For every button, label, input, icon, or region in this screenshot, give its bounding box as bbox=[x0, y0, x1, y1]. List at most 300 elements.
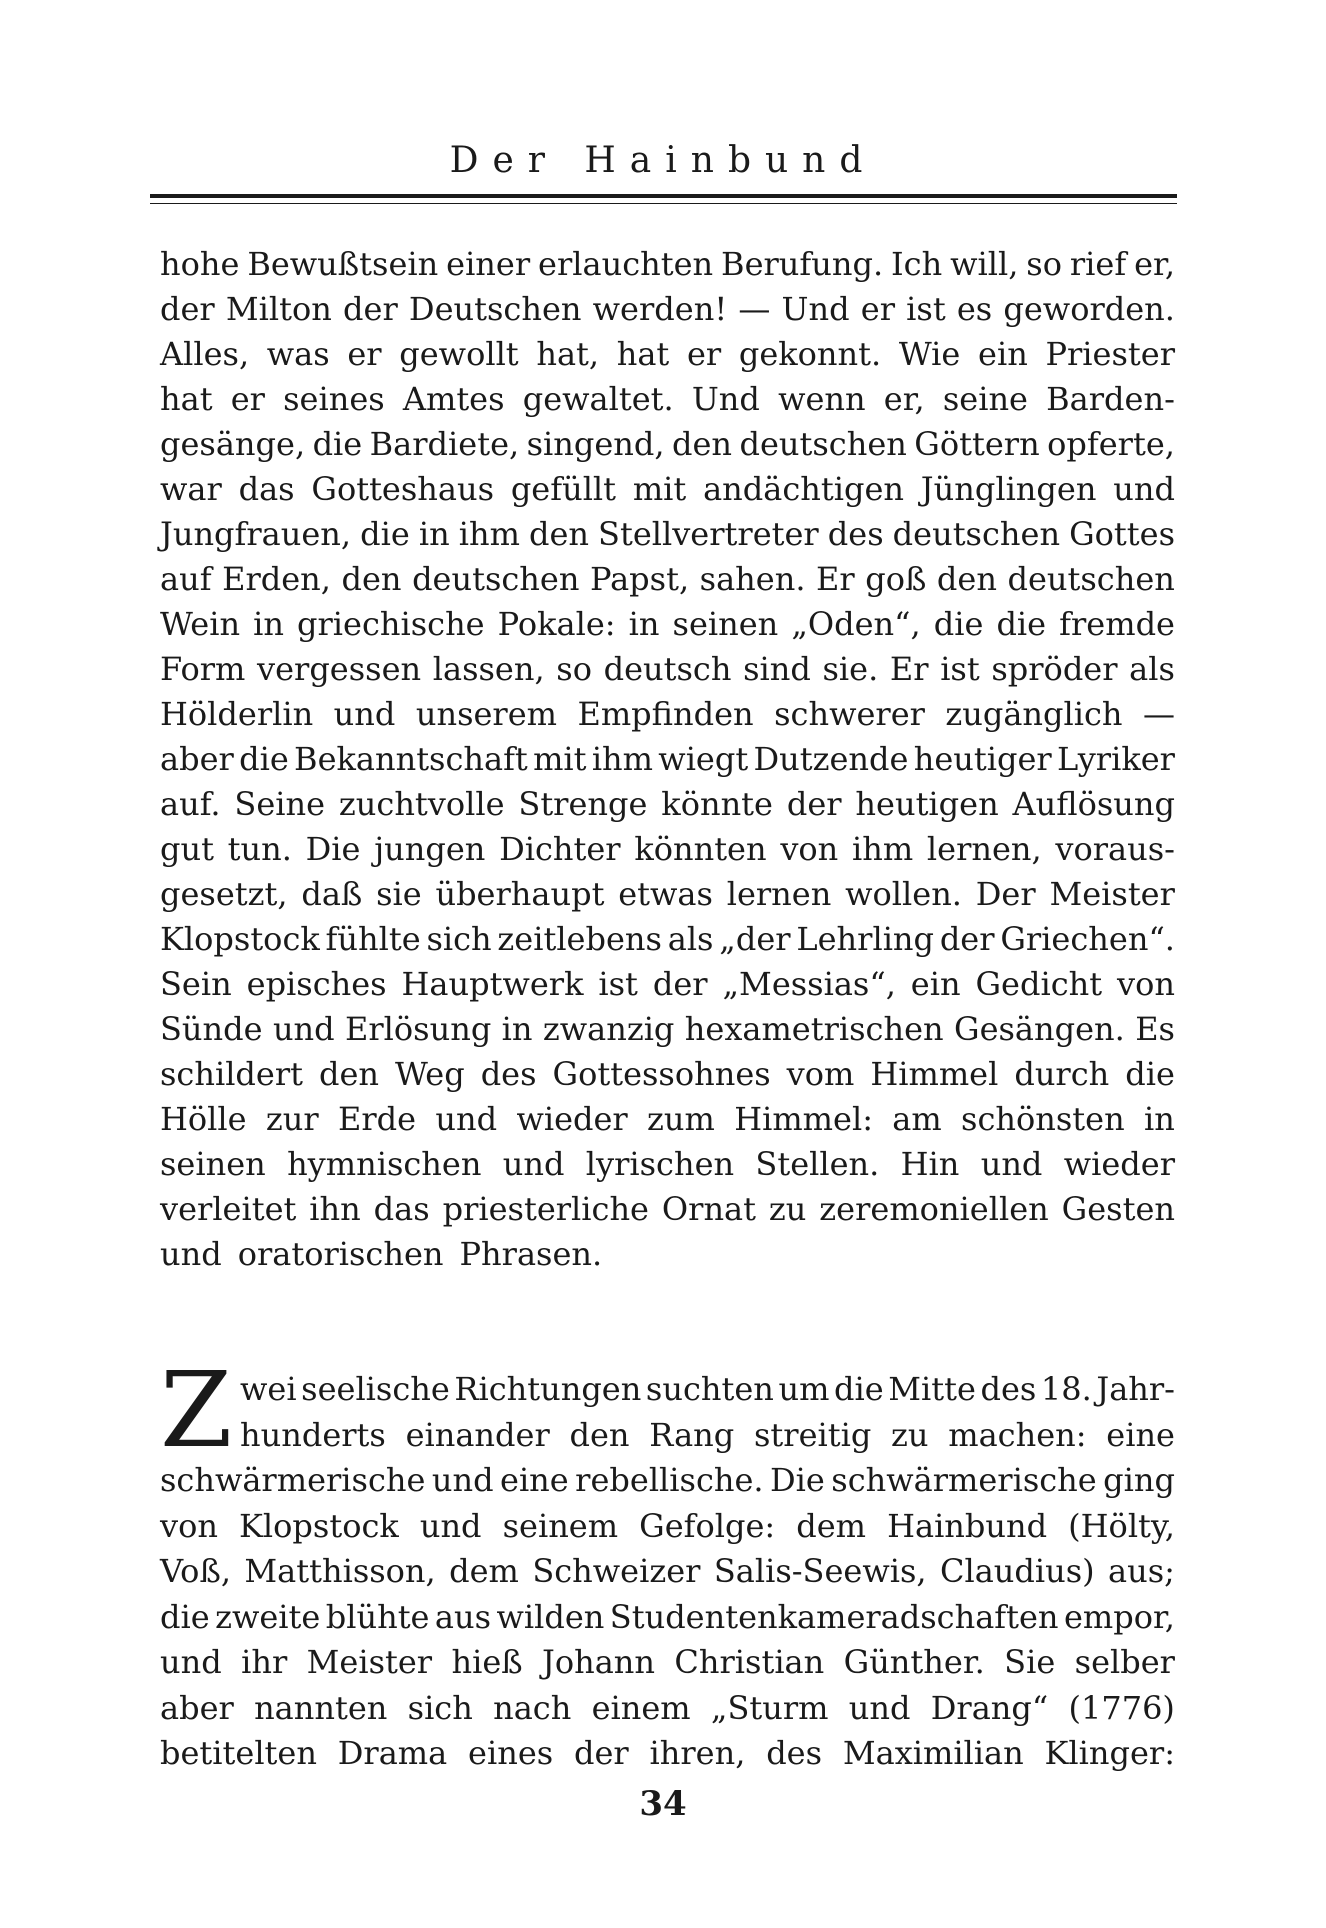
word: Bewußtsein bbox=[247, 245, 439, 283]
word: deutschen bbox=[1007, 560, 1175, 598]
text-line bbox=[160, 242, 1175, 287]
word: seine bbox=[942, 380, 1028, 418]
text-line bbox=[160, 287, 1175, 332]
word: schildert bbox=[160, 1055, 303, 1093]
word: fremde bbox=[1059, 605, 1175, 643]
word: der bbox=[160, 290, 215, 328]
word: von bbox=[1117, 965, 1175, 1003]
text-line bbox=[160, 422, 1175, 467]
word: lyrischen bbox=[585, 1145, 735, 1183]
word: aus; bbox=[1108, 1552, 1175, 1590]
word: seinem bbox=[502, 1506, 619, 1545]
word: gekonnt. bbox=[738, 335, 882, 373]
word: seinen bbox=[160, 1145, 266, 1183]
word: durch bbox=[1014, 1055, 1110, 1093]
word: des bbox=[766, 1734, 823, 1772]
word: die bbox=[312, 425, 363, 463]
word: des bbox=[480, 1055, 537, 1093]
header-rule-thin bbox=[150, 203, 1177, 204]
word: — bbox=[738, 290, 771, 328]
word: Und bbox=[691, 380, 760, 418]
text-line bbox=[160, 1142, 1175, 1187]
word: ein bbox=[910, 965, 961, 1003]
text-line bbox=[160, 1367, 1175, 1413]
word: heutiger bbox=[913, 740, 1052, 778]
word: zugänglich bbox=[945, 695, 1123, 733]
paragraph-1 bbox=[160, 242, 1175, 1277]
word: zeitlebens bbox=[497, 920, 662, 958]
word: gewaltet. bbox=[522, 380, 674, 418]
word: aus bbox=[434, 1597, 492, 1636]
word: Erde bbox=[338, 1100, 417, 1138]
word: zu bbox=[891, 1415, 929, 1454]
word: sind bbox=[743, 650, 811, 688]
word: Meister bbox=[306, 1643, 433, 1681]
word: zuchtvolle bbox=[338, 785, 505, 823]
word: Ornat bbox=[661, 1190, 756, 1228]
word: Claudius) bbox=[939, 1552, 1095, 1590]
word: er bbox=[860, 290, 895, 328]
word: des bbox=[980, 1370, 1037, 1408]
word: seines bbox=[283, 380, 385, 418]
word: lassen, bbox=[432, 650, 545, 688]
word: hexametrischen bbox=[684, 1010, 944, 1048]
word: verleitet bbox=[160, 1190, 297, 1228]
word: sahen. bbox=[699, 560, 806, 598]
word: blühte bbox=[325, 1597, 430, 1636]
word: gesetzt, bbox=[160, 875, 288, 913]
word: erlauchten bbox=[538, 245, 714, 283]
word: — bbox=[1142, 695, 1175, 733]
word: Voß, bbox=[160, 1552, 231, 1590]
word: Johann bbox=[542, 1643, 656, 1681]
text-line bbox=[160, 782, 1175, 827]
word: die bbox=[360, 515, 410, 553]
word: zeremoniellen bbox=[819, 1190, 1049, 1228]
word: zum bbox=[647, 1100, 715, 1138]
word: daß bbox=[301, 875, 363, 913]
word: den bbox=[569, 1415, 630, 1454]
word: schwärmerische bbox=[160, 1461, 426, 1499]
word: deutschen bbox=[739, 425, 907, 463]
word: Milton bbox=[225, 290, 332, 328]
word: Drang“ bbox=[930, 1688, 1049, 1727]
word: Sünde bbox=[160, 1010, 263, 1048]
word: oratorischen bbox=[237, 1235, 444, 1273]
word: wollen. bbox=[845, 875, 962, 913]
word: Richtungen bbox=[454, 1370, 642, 1408]
word: Klopstock bbox=[239, 1506, 399, 1545]
word: zwanzig bbox=[542, 1010, 675, 1048]
word: Erlösung bbox=[345, 1010, 492, 1048]
word: zu bbox=[768, 1190, 807, 1228]
word: Auflösung bbox=[1012, 785, 1175, 823]
word: nannten bbox=[254, 1688, 388, 1727]
word: des bbox=[827, 515, 884, 553]
word: dem bbox=[449, 1552, 519, 1590]
word: ihm bbox=[851, 830, 914, 868]
word: war bbox=[160, 470, 222, 508]
word: als bbox=[1129, 650, 1175, 688]
word: Phrasen. bbox=[459, 1235, 603, 1273]
word: das bbox=[373, 1190, 430, 1228]
word: den bbox=[318, 1055, 380, 1093]
word: ihren, bbox=[649, 1734, 746, 1772]
word: wenn bbox=[778, 380, 866, 418]
word: hohe bbox=[160, 245, 240, 283]
word: gefüllt bbox=[510, 470, 617, 508]
word: Hainbund bbox=[887, 1506, 1048, 1545]
word: und bbox=[160, 1643, 222, 1681]
word: Klopstock bbox=[160, 920, 320, 958]
word: streitig bbox=[753, 1415, 872, 1454]
word: Form bbox=[160, 650, 246, 688]
word: Gesten bbox=[1061, 1190, 1175, 1228]
word: das bbox=[238, 470, 295, 508]
text-line bbox=[160, 737, 1175, 782]
word: ist bbox=[940, 650, 980, 688]
word: Er bbox=[889, 650, 929, 688]
word: eines bbox=[468, 1734, 554, 1772]
word: Weg bbox=[395, 1055, 465, 1093]
word: so bbox=[556, 650, 592, 688]
word: könnten bbox=[634, 830, 767, 868]
word: episches bbox=[246, 965, 387, 1003]
word: Günther. bbox=[843, 1643, 985, 1681]
word: in bbox=[418, 515, 450, 553]
word: Drama bbox=[337, 1734, 448, 1772]
word: Hölderlin bbox=[160, 695, 314, 733]
word: er, bbox=[1134, 245, 1175, 283]
word: wiegt bbox=[658, 740, 749, 778]
text-line bbox=[160, 917, 1175, 962]
word: in bbox=[253, 605, 284, 643]
word: Sie bbox=[1004, 1643, 1056, 1681]
word: deutsch bbox=[603, 650, 732, 688]
word: den bbox=[936, 560, 997, 598]
word: Erden, bbox=[222, 560, 331, 598]
word: Gottes bbox=[1069, 515, 1175, 553]
word: der bbox=[939, 920, 995, 958]
text-line bbox=[160, 872, 1175, 917]
word: er bbox=[230, 380, 265, 418]
word: Seine bbox=[234, 785, 326, 823]
text-line bbox=[160, 962, 1175, 1007]
word: hat bbox=[160, 380, 213, 418]
word: Und bbox=[781, 290, 850, 328]
word: machen: bbox=[948, 1415, 1087, 1454]
word: Der bbox=[975, 875, 1036, 913]
word: den bbox=[672, 425, 733, 463]
text-line bbox=[160, 377, 1175, 422]
word: spröder bbox=[991, 650, 1118, 688]
text-line bbox=[160, 1640, 1175, 1686]
text-line bbox=[160, 1413, 1175, 1459]
word: und bbox=[272, 1010, 335, 1048]
text-line bbox=[160, 332, 1175, 377]
word: hat, bbox=[536, 335, 600, 373]
text-line bbox=[160, 692, 1175, 737]
word: und bbox=[435, 1100, 498, 1138]
word: Sein bbox=[160, 965, 232, 1003]
text-line bbox=[160, 512, 1175, 557]
word: ein bbox=[978, 335, 1028, 373]
word: und bbox=[980, 1145, 1043, 1183]
word: die bbox=[239, 740, 289, 778]
word: Mitte bbox=[888, 1370, 976, 1408]
word: eine bbox=[500, 1461, 569, 1499]
word: nach bbox=[493, 1688, 572, 1727]
word: Die bbox=[770, 1461, 825, 1499]
word: in bbox=[501, 1010, 533, 1048]
word: Barden- bbox=[1046, 380, 1175, 418]
word: vergessen bbox=[257, 650, 422, 688]
text-line bbox=[160, 1458, 1175, 1504]
word: will, bbox=[950, 245, 1019, 283]
word: Lehrling bbox=[796, 920, 935, 958]
word: Es bbox=[1135, 1010, 1175, 1048]
text-line bbox=[160, 647, 1175, 692]
word: in bbox=[628, 605, 660, 643]
word: jungen bbox=[374, 830, 486, 868]
word: Er bbox=[816, 560, 855, 598]
word: heutigen bbox=[855, 785, 999, 823]
word: geworden. bbox=[1003, 290, 1175, 328]
text-line bbox=[160, 602, 1175, 647]
word: Gesängen. bbox=[954, 1010, 1125, 1048]
word: sie bbox=[376, 875, 422, 913]
word: um bbox=[778, 1370, 830, 1408]
word: Dichter bbox=[499, 830, 621, 868]
word: zur bbox=[265, 1100, 319, 1138]
word: betitelten bbox=[160, 1734, 317, 1772]
text-line bbox=[160, 1052, 1175, 1097]
word: vom bbox=[786, 1055, 855, 1093]
word: hymnischen bbox=[287, 1145, 482, 1183]
word: wei bbox=[240, 1370, 297, 1408]
text-line bbox=[160, 1595, 1175, 1641]
word: Gefolge: bbox=[639, 1506, 776, 1545]
word: Bekanntschaft bbox=[294, 740, 528, 778]
text-line bbox=[160, 1097, 1175, 1142]
word: einander bbox=[405, 1415, 550, 1454]
word: Alles, bbox=[160, 335, 250, 373]
word: (Hölty, bbox=[1068, 1506, 1175, 1545]
word: er bbox=[347, 335, 382, 373]
word: Gedicht bbox=[975, 965, 1103, 1003]
word: werden! bbox=[592, 290, 728, 328]
word: die bbox=[160, 1597, 210, 1636]
text-line bbox=[160, 1007, 1175, 1052]
word: den bbox=[528, 515, 589, 553]
word: Salis-Seewis, bbox=[713, 1552, 927, 1590]
text-line bbox=[160, 1504, 1175, 1550]
word: singend, bbox=[526, 425, 665, 463]
word: etwas bbox=[618, 875, 713, 913]
word: der bbox=[786, 785, 842, 823]
word: von bbox=[160, 1506, 218, 1545]
word: so bbox=[1026, 245, 1062, 283]
word: ist bbox=[598, 965, 638, 1003]
word: seelische bbox=[301, 1370, 450, 1408]
word: Christian bbox=[674, 1643, 825, 1681]
word: priesterliche bbox=[442, 1190, 649, 1228]
word: Wie bbox=[898, 335, 961, 373]
word: ging bbox=[1103, 1461, 1175, 1499]
word: und bbox=[333, 695, 396, 733]
word: die bbox=[1125, 1055, 1175, 1093]
word: und bbox=[1113, 470, 1175, 508]
word: sich bbox=[407, 1688, 473, 1727]
word: und bbox=[848, 1688, 911, 1727]
word: die bbox=[834, 1370, 884, 1408]
word: Amtes bbox=[402, 380, 505, 418]
word: rebellische. bbox=[575, 1461, 764, 1499]
word: ihr bbox=[241, 1643, 288, 1681]
word: die bbox=[996, 605, 1047, 643]
word: Empfinden bbox=[577, 695, 754, 733]
word: mit bbox=[533, 740, 587, 778]
word: gesänge, bbox=[160, 425, 306, 463]
word: einer bbox=[446, 245, 531, 283]
word: Himmel bbox=[870, 1055, 999, 1093]
word: den bbox=[341, 560, 402, 598]
word: Gottessohnes bbox=[552, 1055, 771, 1093]
word: sich bbox=[426, 920, 492, 958]
word: Ich bbox=[891, 245, 943, 283]
word: Schweizer bbox=[532, 1552, 701, 1590]
word: „Sturm bbox=[710, 1688, 829, 1727]
word: schwerer bbox=[774, 695, 925, 733]
text-line bbox=[160, 1731, 1175, 1777]
paragraph-2 bbox=[160, 1367, 1175, 1777]
word: rief bbox=[1069, 245, 1127, 283]
word: Hauptwerk bbox=[401, 965, 584, 1003]
word: Gotteshaus bbox=[311, 470, 494, 508]
word: deutschen bbox=[412, 560, 580, 598]
word: griechische bbox=[297, 605, 485, 643]
word: Griechen“. bbox=[1000, 920, 1175, 958]
word: fühlte bbox=[325, 920, 421, 958]
word: empor, bbox=[1063, 1597, 1175, 1636]
word: hieß bbox=[451, 1643, 523, 1681]
word: der bbox=[652, 965, 708, 1003]
word: Jahr- bbox=[1096, 1370, 1175, 1408]
word: Klinger: bbox=[1044, 1734, 1175, 1772]
word: tun. bbox=[227, 830, 292, 868]
word: Pokale: bbox=[497, 605, 616, 643]
text-line bbox=[160, 1686, 1175, 1732]
drop-cap: Z bbox=[160, 1349, 233, 1471]
word: wilden bbox=[496, 1597, 605, 1636]
header-rule-thick bbox=[150, 194, 1177, 198]
word: Meister bbox=[1049, 875, 1175, 913]
word: von bbox=[780, 830, 839, 868]
word: gewollt bbox=[399, 335, 519, 373]
word: auf. bbox=[160, 785, 221, 823]
text-line bbox=[160, 557, 1175, 602]
text-line bbox=[160, 467, 1175, 512]
word: (1776) bbox=[1068, 1688, 1175, 1727]
word: wieder bbox=[516, 1100, 628, 1138]
word: lernen bbox=[726, 875, 832, 913]
word: am bbox=[892, 1100, 942, 1138]
word: voraus- bbox=[1055, 830, 1175, 868]
word: Lyriker bbox=[1057, 740, 1175, 778]
word: was bbox=[266, 335, 330, 373]
word: der bbox=[343, 290, 398, 328]
word: Dutzende bbox=[753, 740, 909, 778]
word: ihn bbox=[309, 1190, 361, 1228]
word: auf bbox=[160, 560, 212, 598]
text-line bbox=[160, 1232, 1175, 1277]
text-line bbox=[160, 827, 1175, 872]
word: ist bbox=[906, 290, 946, 328]
word: Strenge bbox=[518, 785, 648, 823]
word: opferte, bbox=[1047, 425, 1175, 463]
word: schwärmerische bbox=[831, 1461, 1097, 1499]
word: andächtigen bbox=[703, 470, 904, 508]
word: Göttern bbox=[914, 425, 1040, 463]
word: es bbox=[956, 290, 993, 328]
word: goß bbox=[865, 560, 927, 598]
word: ihm bbox=[458, 515, 520, 553]
word: Studentenkameradschaften bbox=[609, 1597, 1059, 1636]
word: er bbox=[686, 335, 722, 373]
word: „Messias“, bbox=[722, 965, 896, 1003]
word: wieder bbox=[1063, 1145, 1175, 1183]
word: gut bbox=[160, 830, 214, 868]
word: lernen, bbox=[926, 830, 1042, 868]
word: einem bbox=[591, 1688, 691, 1727]
word: seinen bbox=[672, 605, 779, 643]
word: Himmel: bbox=[734, 1100, 873, 1138]
word: Jungfrauen, bbox=[160, 515, 352, 553]
word: könnte bbox=[661, 785, 773, 823]
word: Bardiete, bbox=[369, 425, 520, 463]
word: Die bbox=[305, 830, 361, 868]
word: Stellen. bbox=[755, 1145, 880, 1183]
page-number: 34 bbox=[639, 1784, 687, 1824]
word: suchten bbox=[645, 1370, 774, 1408]
word: 18. bbox=[1040, 1370, 1092, 1408]
word: „der bbox=[719, 920, 791, 958]
word: Priester bbox=[1045, 335, 1175, 373]
word: in bbox=[1144, 1100, 1175, 1138]
word: Berufung. bbox=[721, 245, 884, 283]
word: selber bbox=[1074, 1643, 1175, 1681]
word: eine bbox=[1106, 1415, 1175, 1454]
word: der bbox=[573, 1734, 629, 1772]
word: er, bbox=[883, 380, 925, 418]
word: Rang bbox=[649, 1415, 735, 1454]
word: Stellvertreter bbox=[598, 515, 819, 553]
word: hunderts bbox=[240, 1415, 386, 1454]
word: Wein bbox=[160, 605, 241, 643]
word: dem bbox=[796, 1506, 867, 1545]
word: und bbox=[419, 1506, 482, 1545]
word: Matthisson, bbox=[244, 1552, 436, 1590]
word: mit bbox=[632, 470, 687, 508]
word: Hölle bbox=[160, 1100, 247, 1138]
word: als bbox=[667, 920, 714, 958]
word: überhaupt bbox=[435, 875, 605, 913]
word: deutschen bbox=[892, 515, 1061, 553]
word: Deutschen bbox=[408, 290, 582, 328]
running-head: Der Hainbund bbox=[449, 140, 877, 181]
word: Jünglingen bbox=[920, 470, 1097, 508]
word: „Oden“, bbox=[791, 605, 921, 643]
